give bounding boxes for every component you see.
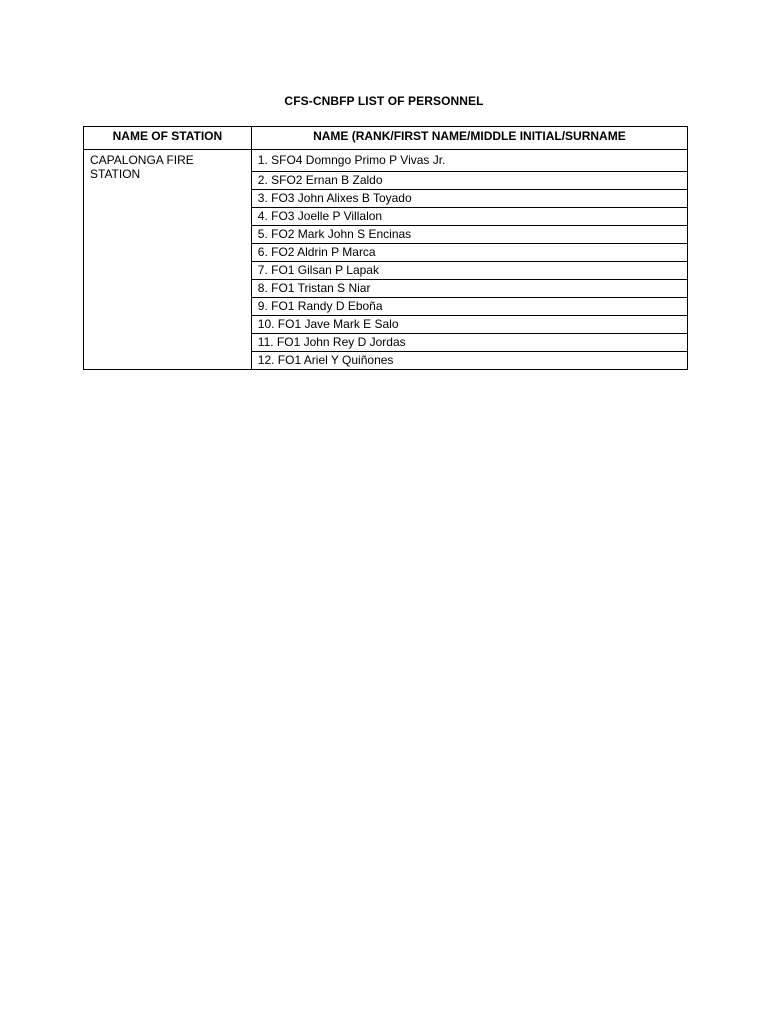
personnel-table (83, 126, 688, 370)
table-row (84, 150, 688, 172)
table-header-row (84, 127, 688, 150)
personnel-cell: 5. FO2 Mark John S Encinas (251, 226, 687, 244)
personnel-cell: 6. FO2 Aldrin P Marca (251, 244, 687, 262)
station-cell: CAPALONGA FIRE STATION (84, 150, 252, 370)
personnel-cell: 9. FO1 Randy D Eboña (251, 298, 687, 316)
personnel-cell: 7. FO1 Gilsan P Lapak (251, 262, 687, 280)
personnel-cell: 12. FO1 Ariel Y Quiñones (251, 352, 687, 370)
personnel-cell: 4. FO3 Joelle P Villalon (251, 208, 687, 226)
personnel-cell: 10. FO1 Jave Mark E Salo (251, 316, 687, 334)
personnel-cell: 3. FO3 John Alixes B Toyado (251, 190, 687, 208)
personnel-cell: 11. FO1 John Rey D Jordas (251, 334, 687, 352)
personnel-cell: 2. SFO2 Ernan B Zaldo (251, 172, 687, 190)
header-station: NAME OF STATION (84, 127, 252, 150)
header-name: NAME (RANK/FIRST NAME/MIDDLE INITIAL/SURNAME (251, 127, 687, 150)
personnel-cell: 8. FO1 Tristan S Niar (251, 280, 687, 298)
personnel-cell: 1. SFO4 Domngo Primo P Vivas Jr. (251, 150, 687, 172)
document-title: CFS-CNBFP LIST OF PERSONNEL (284, 94, 484, 108)
